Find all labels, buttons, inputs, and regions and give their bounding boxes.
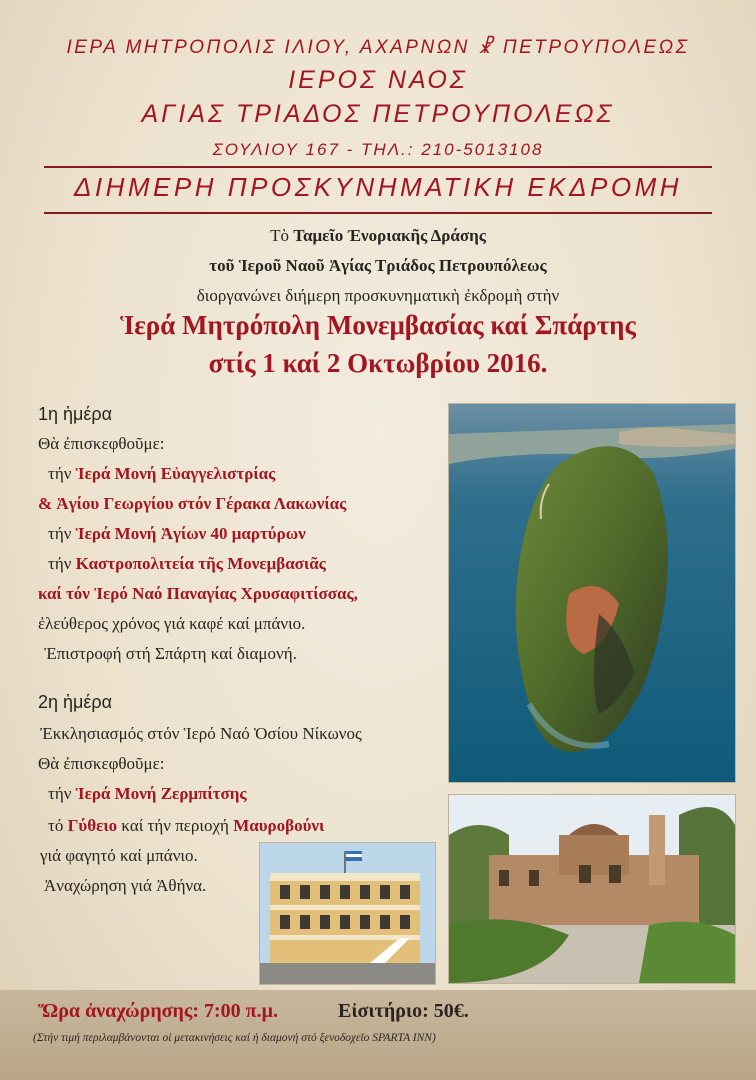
church-address: ΣΟΥΛΙΟΥ 167 - ΤΗΛ.: 210-5013108	[212, 140, 544, 159]
church-title-line2: ΑΓΙΑΣ ΤΡΙΑΔΟΣ ΠΕΤΡΟΥΠΟΛΕΩΣ	[141, 100, 615, 128]
monemvasia-photo	[448, 403, 736, 783]
day1-item-4-prefix: τήν	[48, 554, 76, 573]
day1-item-3	[48, 524, 306, 544]
day1-return: Ἐπιστροφή στή Σπάρτη καί διαμονή.	[44, 644, 297, 663]
day1-item-4	[48, 554, 326, 574]
day1-item-3-name: Ἱερά Μονή Ἁγίων 40 μαρτύρων	[75, 524, 306, 543]
day2-monastery-line	[48, 784, 247, 804]
intro-line3: διοργανώνει διήμερη προσκυνηματικὴ ἐκδρομὴ στὴν	[196, 286, 560, 305]
day2-monastery-name: Ἱερά Μονή Ζερμπίτσης	[75, 784, 247, 803]
day1-visit-intro: Θὰ ἐπισκεφθοῦμε:	[38, 434, 165, 453]
day2-departure: Ἀναχώρηση γιά Ἀθήνα.	[44, 876, 207, 895]
day2-gytheio-name: Γύθειο	[67, 816, 118, 835]
day2-mavrovouni-name: Μαυροβούνι	[233, 816, 325, 835]
intro-line1-prefix: Τὸ	[270, 226, 294, 245]
intro-fund-name: Ταμεῖο Ἐνοριακῆς Δράσης	[293, 226, 486, 245]
day1-label: 1η ἡμέρα	[38, 404, 113, 424]
day1-item-4-name: Καστροπολιτεία τῆς Μονεμβασιᾶς	[75, 554, 326, 573]
trip-dates: στίς 1 καί 2 Οκτωβρίου 2016.	[208, 348, 548, 378]
header-divider-top	[44, 166, 712, 168]
day1-item-1-name: Ἱερά Μονή Εὐαγγελιστρίας	[75, 464, 276, 483]
day1-item-1-prefix: τήν	[48, 464, 76, 483]
day2-gytheio-mid: καί τήν περιοχή	[117, 816, 234, 835]
departure-time	[38, 1000, 278, 1023]
day2-liturgy: Ἐκκλησιασμός στόν Ἱερό Ναό Ὁσίου Νίκωνος	[40, 724, 362, 743]
day1-item-2	[38, 494, 346, 514]
day1-item-3-prefix: τήν	[48, 524, 76, 543]
day2-label: 2η ἡμέρα	[38, 692, 113, 712]
church-building-illustration	[260, 843, 435, 984]
price-note: (Στήν τιμή περιλαμβάνονται οἱ μετακινήσεις καί ἡ διαμονή στό ξενοδοχεῖο SPARTA INN)	[33, 1032, 436, 1044]
day2-gytheio-line	[48, 816, 324, 836]
day1-item-5-name: καί τόν Ἱερό Ναό Παναγίας Χρυσαφιτίσσας,	[38, 584, 358, 603]
church-title-line1: ΙΕΡΟΣ ΝΑΟΣ	[288, 66, 468, 94]
monastery-illustration	[449, 795, 735, 983]
monastery-photo	[448, 794, 736, 984]
ticket-price: Εἰσιτήριο: 50€.	[338, 1000, 469, 1022]
intro-line1	[0, 226, 756, 246]
day1-free-time: ἐλεύθερος χρόνος γιά καφέ καί μπάνιο.	[38, 614, 306, 633]
day1-item-5	[38, 584, 358, 604]
church-building-photo	[259, 842, 436, 985]
day2-food: γιά φαγητό καί μπάνιο.	[40, 846, 198, 865]
day1-item-1	[48, 464, 275, 484]
day2-visit-intro: Θὰ ἐπισκεφθοῦμε:	[38, 754, 165, 773]
day2-gytheio-prefix: τό	[48, 816, 68, 835]
header-divider-bottom	[44, 212, 712, 214]
day1-item-2-name: & Ἁγίου Γεωργίου στόν Γέρακα Λακωνίας	[38, 494, 347, 513]
departure-time-text: Ὥρα ἀναχώρησης: 7:00 π.μ.	[38, 1000, 278, 1022]
event-title: ΔΙΗΜΕΡΗ ΠΡΟΣΚΥΝΗΜΑΤΙΚΗ ΕΚΔΡΟΜΗ	[73, 172, 683, 202]
monemvasia-illustration	[449, 404, 735, 782]
day2-monastery-prefix: τήν	[48, 784, 76, 803]
metropolis-header: ΙΕΡΑ ΜΗΤΡΟΠΟΛΙΣ ΙΛΙΟΥ, ΑΧΑΡΝΩΝ ☧ ΠΕΤΡΟΥΠΟΛΕΩΣ	[66, 37, 690, 58]
intro-church-name: τοῦ Ἱεροῦ Ναοῦ Ἁγίας Τριάδος Πετρουπόλεως	[209, 256, 547, 275]
destination-title: Ἱερά Μητρόπολη Μονεμβασίας καί Σπάρτης	[120, 310, 636, 340]
